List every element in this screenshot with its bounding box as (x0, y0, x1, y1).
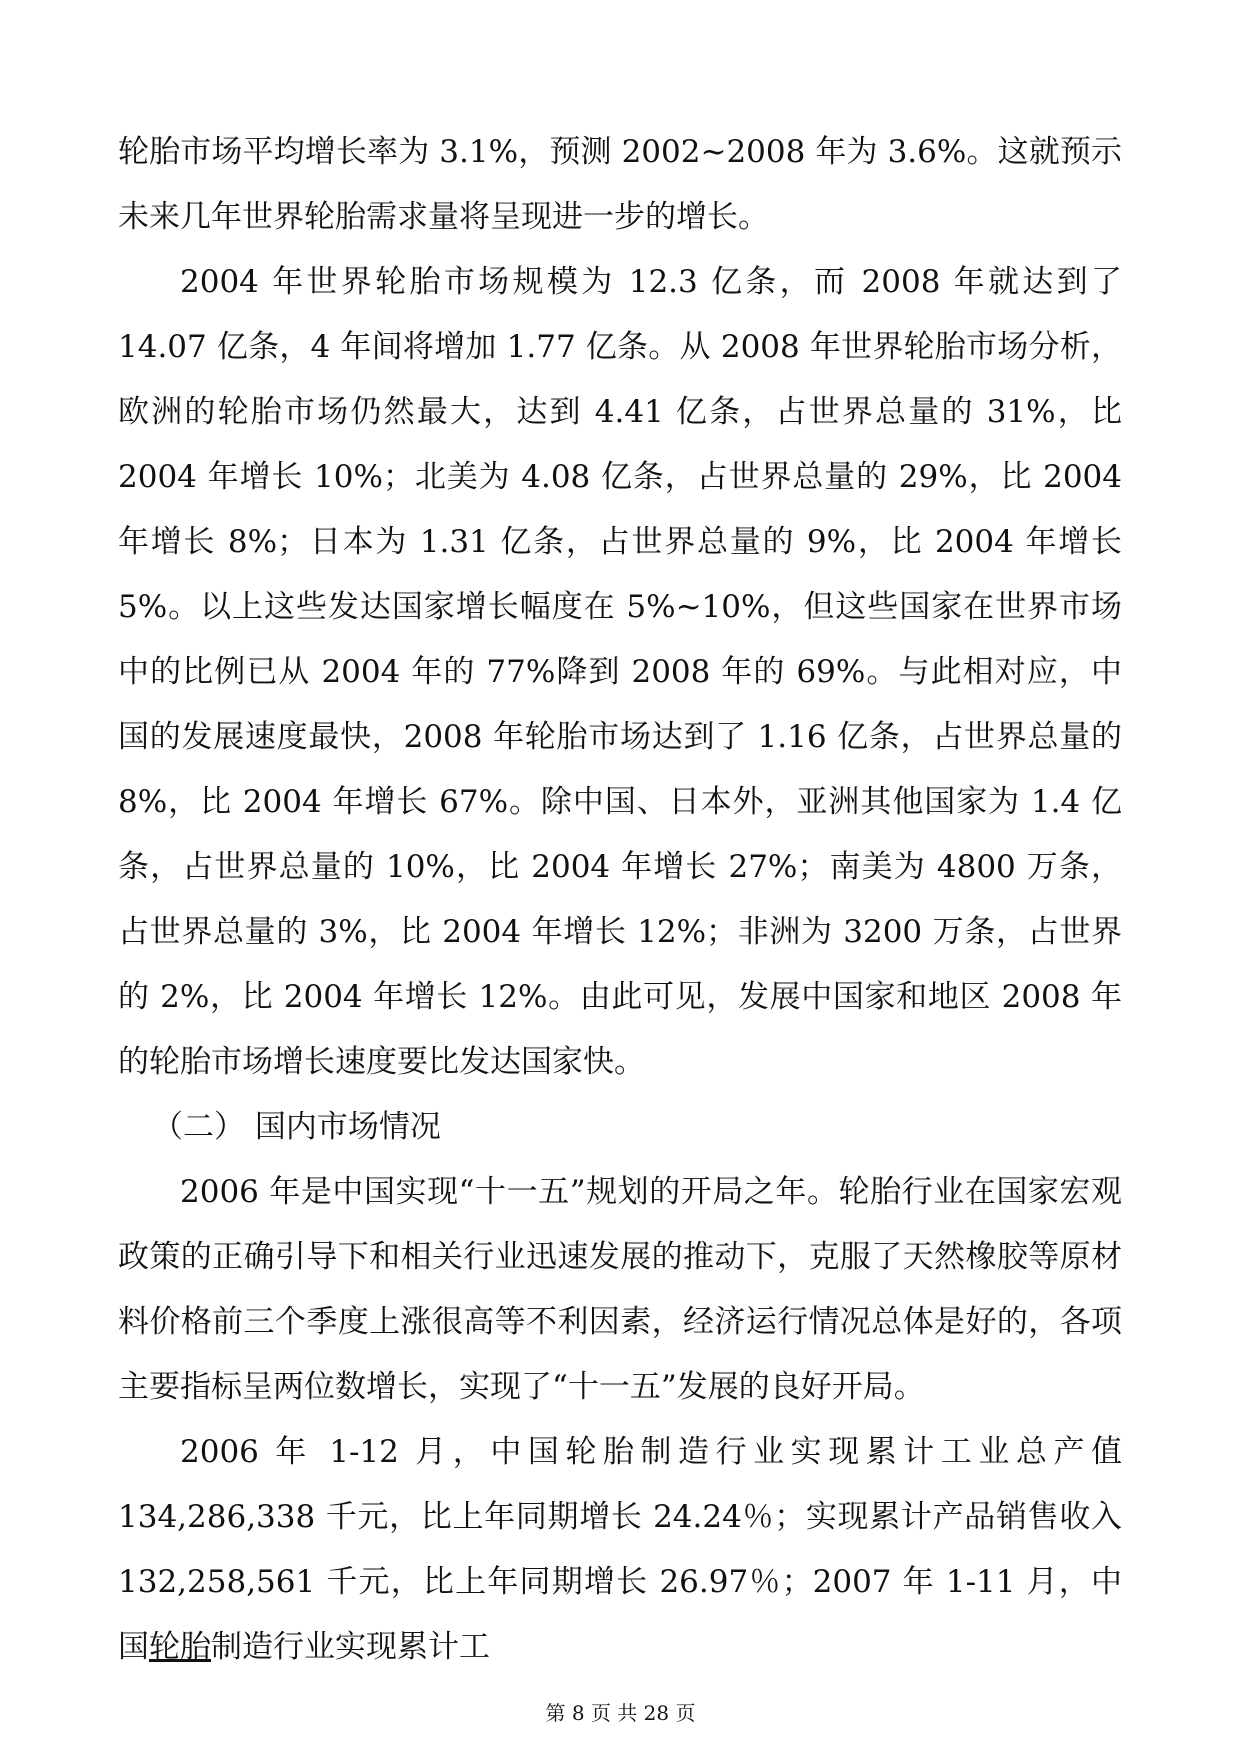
paragraph-global-growth: 轮胎市场平均增长率为 3.1%，预测 2002~2008 年为 3.6%。这就预示未来几年世界轮胎需求量将呈现进一步的增长。 (118, 134, 1122, 235)
paragraph-industry-output (118, 1420, 1122, 1680)
paragraph-eleventh-five-year-plan: 2006 年是中国实现“十一五”规划的开局之年。轮胎行业在国家宏观政策的正确引导下和相关行业迅速发展的推动下，克服了天然橡胶等原材料价格前三个季度上涨很高等不利因素，经济运行情况总体是好的，各项主要指标呈两位数增长，实现了“十一五”发展的良好开局。 (118, 1174, 1122, 1405)
tire-link[interactable]: 轮胎 (149, 1629, 211, 1665)
paragraph-text-after-link: 制造行业实现累计工 (211, 1629, 490, 1665)
section-heading-domestic-market: （二） 国内市场情况 (152, 1109, 441, 1145)
paragraph-world-market-2008: 2004 年世界轮胎市场规模为 12.3 亿条，而 2008 年就达到了 14.07 亿条，4 年间将增加 1.77 亿条。从 2008 年世界轮胎市场分析，欧洲的轮胎市场仍然最大，达到 4.41 亿条，占世界总量的 31%，比 2004 年增长 10%；北美为 4.08 亿条，占世界总量的 29%，比 2004 年增长 8%；日本为 1.31 亿条，占世界总量的 9%，比 2004 年增长 5%。以上这些发达国家增长幅度在 5%~10%，但这些国家在世界市场中的比例已从 2004 年的 77%降到 2008 年的 69%。与此相对应，中国的发展速度最快，2008 年轮胎市场达到了 1.16 亿条，占世界总量的 8%，比 2004 年增长 67%。除中国、日本外，亚洲其他国家为 1.4 亿条，占世界总量的 10%，比 2004 年增长 27%；南美为 4800 万条，占世界总量的 3%，比 2004 年增长 12%；非洲为 3200 万条，占世界的 2%，比 2004 年增长 12%。由此可见，发展中国家和地区 2008 年的轮胎市场增长速度要比发达国家快。 (118, 264, 1122, 1080)
page-number-footer: 第 8 页 共 28 页 (545, 1701, 696, 1725)
paragraph-text-before-link: 2006 年 1-12 月，中国轮胎制造行业实现累计工业总产值 134,286,338 千元，比上年同期增长 24.24％；实现累计产品销售收入 132,258,561 千元，比上年同期增长 26.97％；2007 年 1-11 月，中国 (118, 1434, 1122, 1665)
